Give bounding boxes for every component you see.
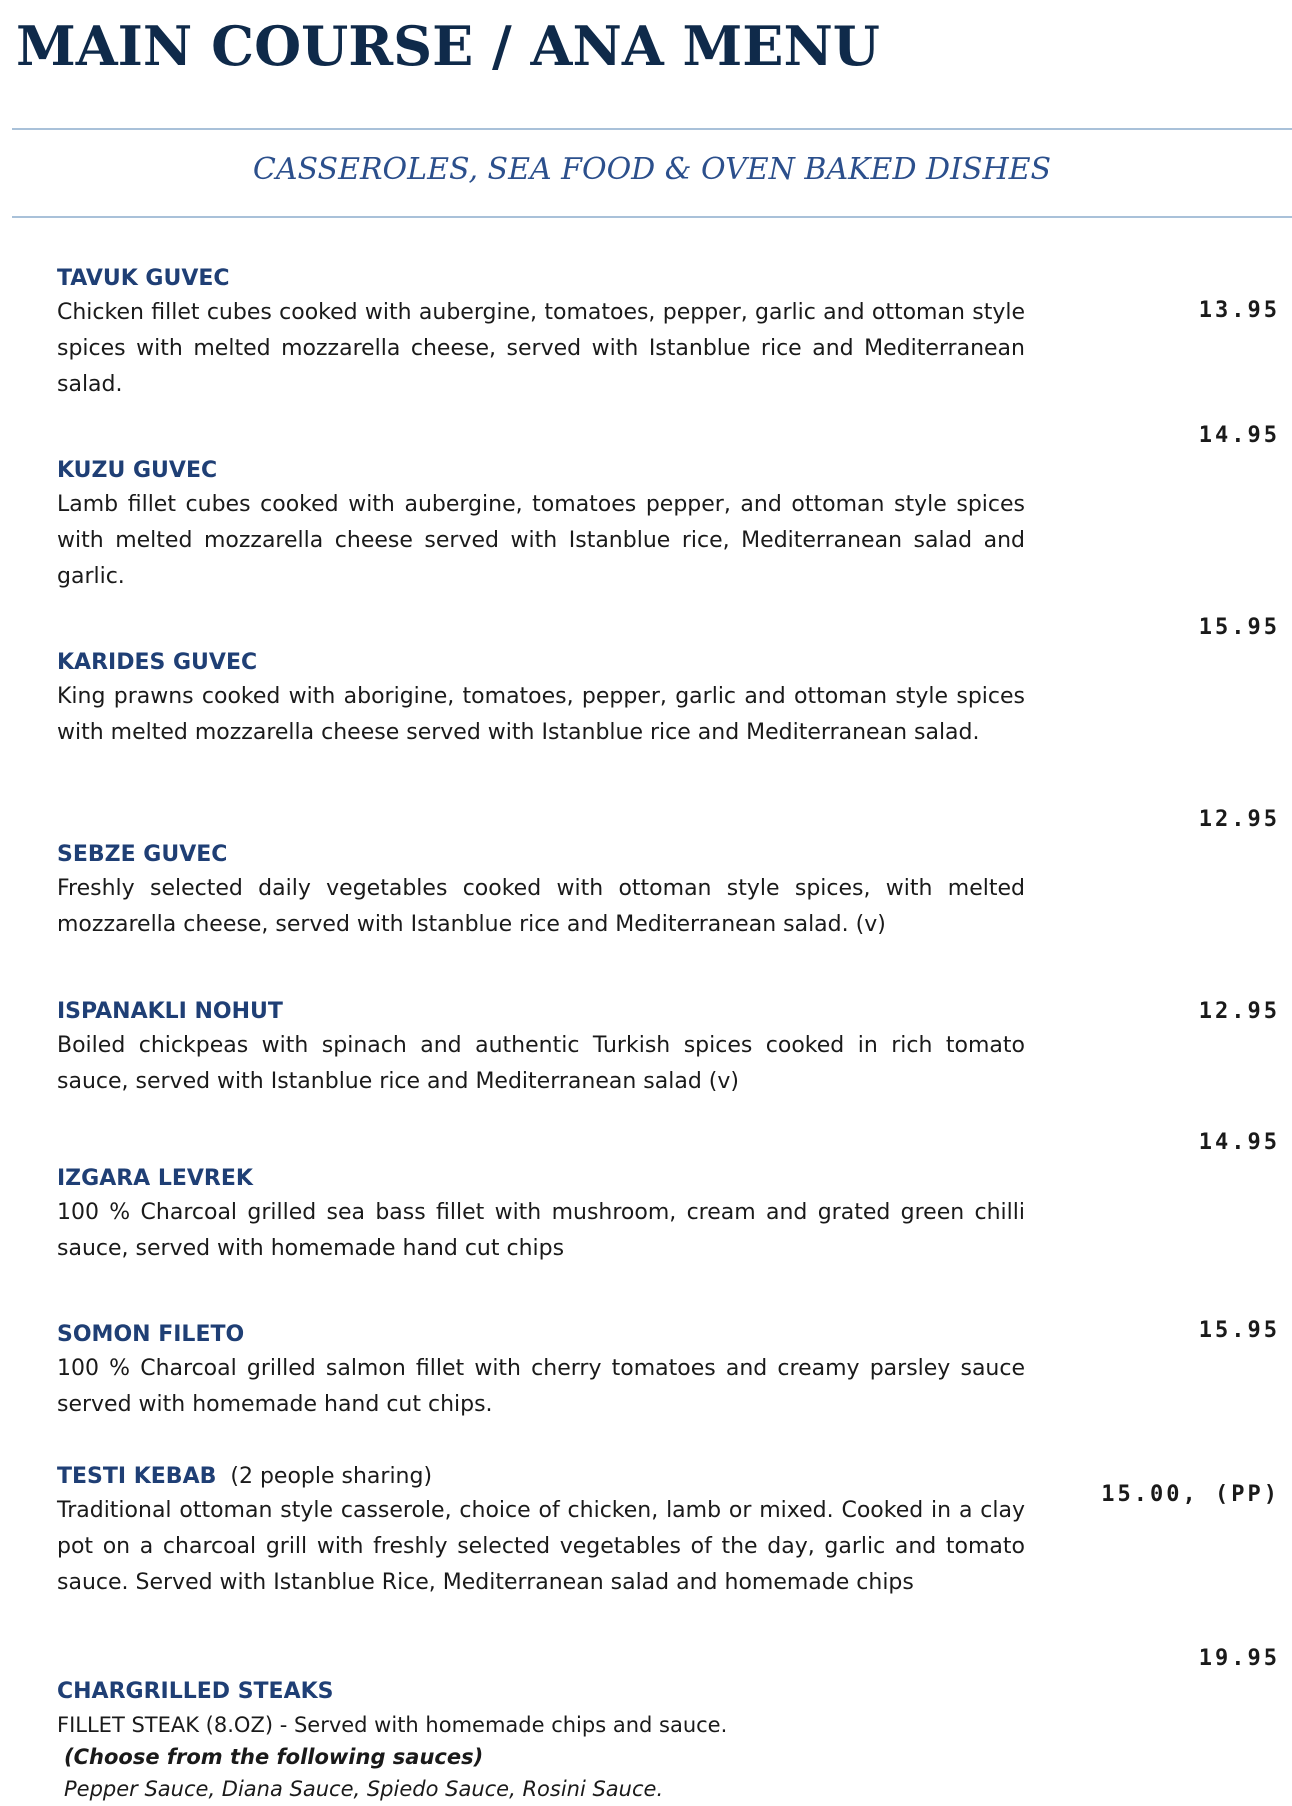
item-price: 12.95 (1198, 999, 1280, 1024)
item-name: KUZU GUVEC (57, 458, 218, 483)
item-price: 14.95 (1198, 423, 1280, 448)
item-name: TAVUK GUVEC (57, 266, 230, 291)
item-price: 15.95 (1198, 615, 1280, 640)
item-description: King prawns cooked with aborigine, tomatoes, pepper, garlic and ottoman style spices with melted mozzarella cheese served with Istanblue rice and Mediterranean salad. (57, 684, 1025, 745)
item-name-text: TESTI KEBAB (57, 1464, 217, 1489)
item-name: KARIDES GUVEC (57, 650, 258, 675)
item-price: 19.95 (1198, 1646, 1280, 1671)
divider-bottom (12, 216, 1292, 218)
item-description: 100 % Charcoal grilled salmon fillet with cherry tomatoes and creamy parsley sauce served with homemade hand cut chips. (57, 1356, 1025, 1417)
item-price: 14.95 (1198, 1130, 1280, 1155)
item-name: CHARGRILLED STEAKS (57, 1679, 334, 1704)
item-name: ISPANAKLI NOHUT (57, 999, 283, 1024)
item-price: 15.00, (PP) (1101, 1482, 1280, 1507)
item-description: 100 % Charcoal grilled sea bass fillet with mushroom, cream and grated green chilli sauce, served with homemade hand cut chips (57, 1200, 1025, 1261)
item-description: Freshly selected daily vegetables cooked with ottoman style spices, with melted mozzarella cheese, served with Istanblue rice and Mediterranean salad. (v) (57, 876, 1025, 937)
page-title: MAIN COURSE / ANA MENU (16, 14, 880, 78)
sauce-list: Pepper Sauce, Diana Sauce, Spiedo Sauce, Rosini Sauce. (64, 1777, 664, 1801)
item-price: 15.95 (1198, 1318, 1280, 1343)
item-name (57, 1464, 432, 1489)
item-price: 13.95 (1198, 298, 1280, 323)
item-description: Chicken fillet cubes cooked with aubergine, tomatoes, pepper, garlic and ottoman style spices with melted mozzarella cheese, served with Istanblue rice and Mediterranean salad. (57, 300, 1025, 397)
divider-top (12, 128, 1292, 130)
item-price: 12.95 (1198, 807, 1280, 832)
section-title: CASSEROLES, SEA FOOD & OVEN BAKED DISHES (252, 152, 1052, 187)
sauce-choice-note: (Choose from the following sauces) (64, 1745, 484, 1769)
steak-detail: FILLET STEAK (8.OZ) - Served with homemade chips and sauce. (57, 1713, 728, 1737)
item-note: (2 people sharing) (230, 1464, 433, 1489)
item-name: SEBZE GUVEC (57, 842, 228, 867)
item-description: Lamb fillet cubes cooked with aubergine, tomatoes pepper, and ottoman style spices with melted mozzarella cheese served with Istanblue rice, Mediterranean salad and garlic. (57, 492, 1025, 589)
item-name: IZGARA LEVREK (57, 1166, 253, 1191)
item-description: Traditional ottoman style casserole, choice of chicken, lamb or mixed. Cooked in a clay pot on a charcoal grill with freshly selected vegetables of the day, garlic and tomato sauce. Served with Istanblue Rice, Mediterranean salad and homemade chips (57, 1498, 1025, 1595)
item-name: SOMON FILETO (57, 1322, 245, 1347)
item-description: Boiled chickpeas with spinach and authentic Turkish spices cooked in rich tomato sauce, served with Istanblue rice and Mediterranean salad (v) (57, 1033, 1025, 1094)
